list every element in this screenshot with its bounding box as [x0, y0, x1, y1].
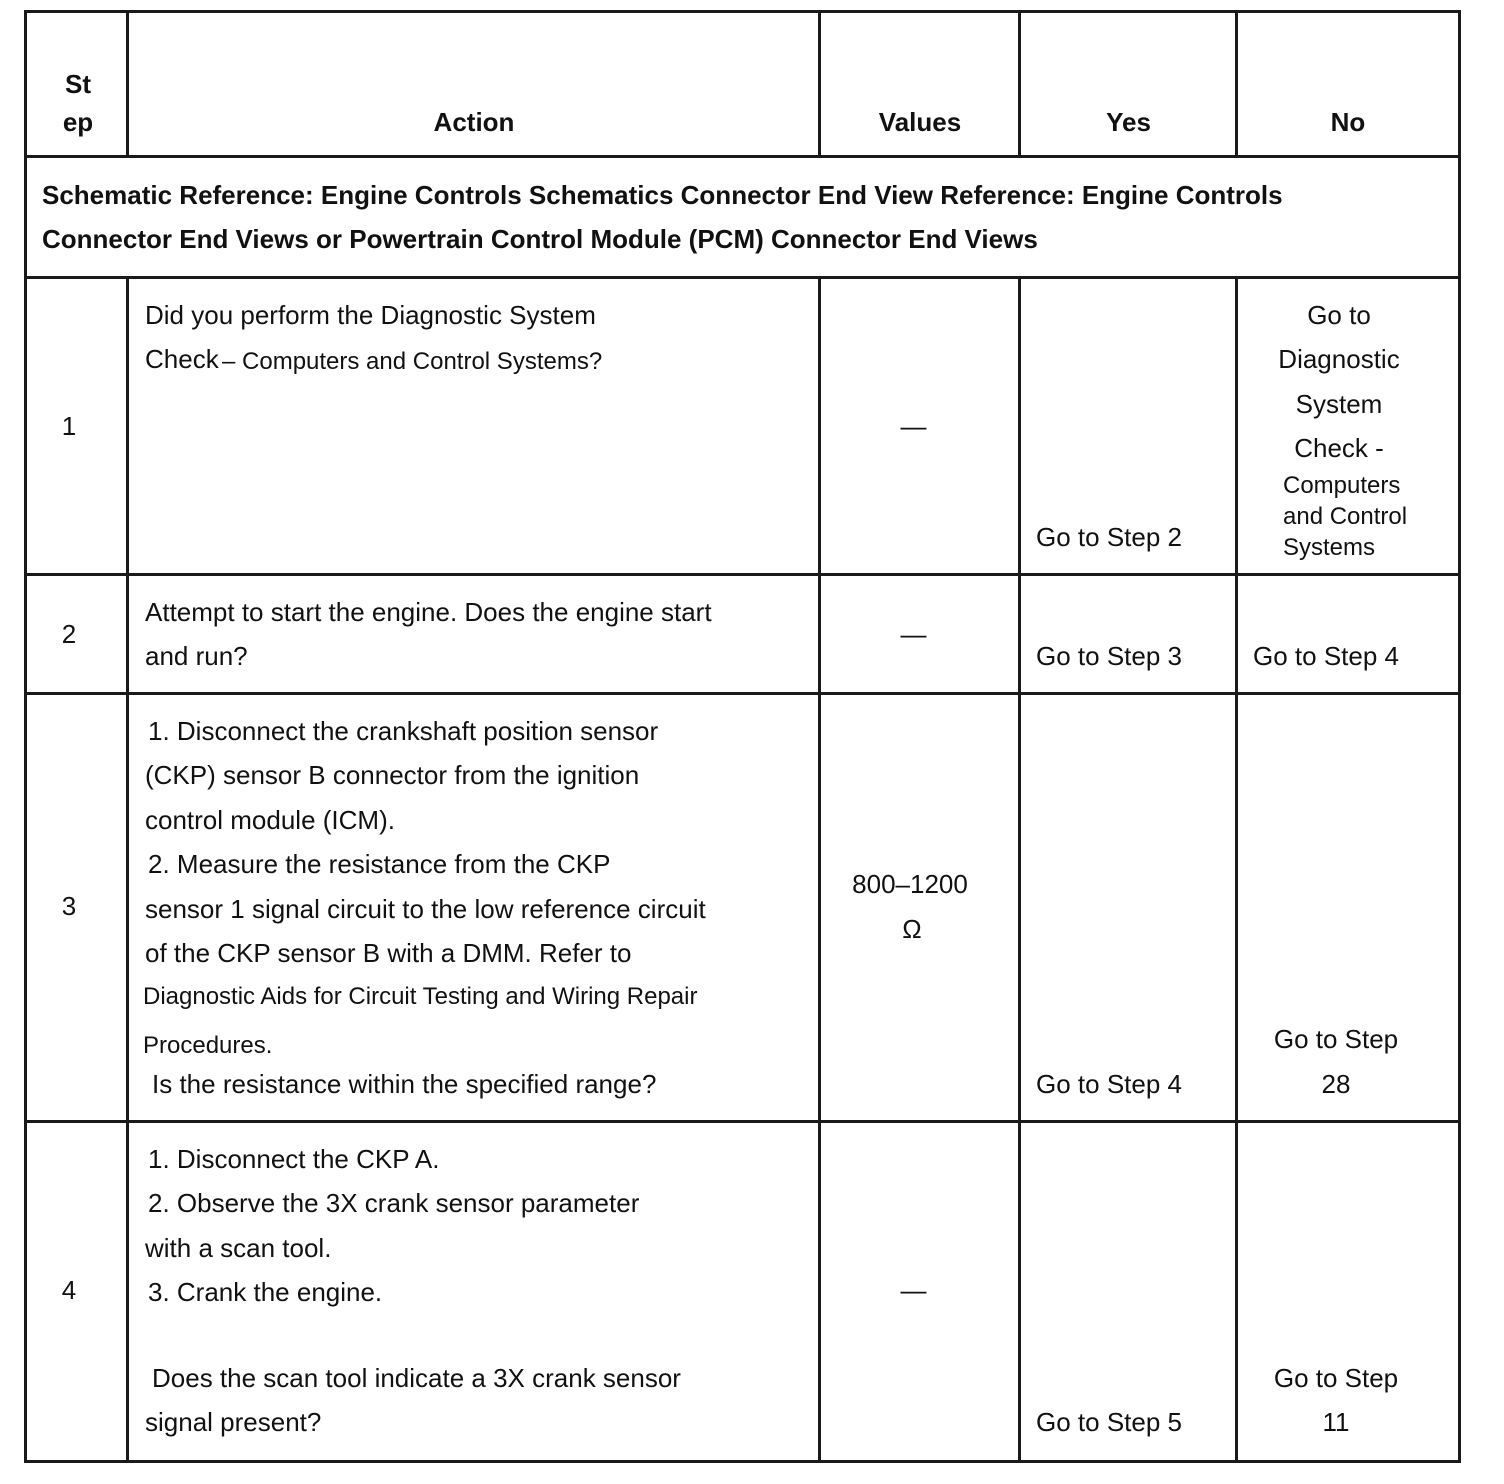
action-text: with a scan tool. [145, 1233, 332, 1263]
schematic-reference-line2: Connector End Views or Powertrain Control Module (PCM) Connector End Views [42, 224, 1038, 254]
header-step-line1: St [65, 69, 91, 99]
value-text: — [900, 619, 927, 649]
action-text: and run? [145, 641, 248, 671]
no-link[interactable]: Computers [1283, 472, 1401, 499]
action-text: Check [145, 344, 219, 374]
no-link[interactable]: Systems [1283, 534, 1376, 561]
row-divider [24, 573, 1461, 576]
step-number: 2 [61, 619, 77, 649]
column-divider [126, 276, 129, 1463]
header-no: No [1330, 107, 1366, 137]
action-link[interactable]: – Computers and Control Systems? [222, 348, 603, 375]
no-link[interactable]: Go to Step 4 [1253, 641, 1399, 671]
no-link[interactable]: Go to Step [1273, 1363, 1399, 1393]
action-text: (CKP) sensor B connector from the ignition [145, 760, 640, 790]
header-yes: Yes [1106, 107, 1151, 137]
yes-link[interactable]: Go to Step 3 [1036, 641, 1182, 671]
no-link[interactable]: Go to Step [1273, 1024, 1399, 1054]
no-link[interactable]: and Control [1283, 503, 1408, 530]
row-divider [24, 1120, 1461, 1123]
action-question: signal present? [145, 1407, 322, 1437]
no-link[interactable]: Diagnostic [1278, 344, 1400, 374]
row-divider [24, 276, 1461, 279]
header-values: Values [878, 107, 962, 137]
value-text: Ω [902, 914, 922, 944]
action-text: 1. Disconnect the crankshaft position sensor [148, 716, 659, 746]
action-link[interactable]: Procedures. [143, 1032, 273, 1059]
action-text: sensor 1 signal circuit to the low reference circuit [145, 894, 706, 924]
no-link[interactable]: 11 [1322, 1407, 1350, 1437]
header-step-line2: ep [62, 107, 94, 137]
action-question: Is the resistance within the specified range? [152, 1069, 657, 1099]
action-text: 2. Observe the 3X crank sensor parameter [148, 1188, 640, 1218]
no-link[interactable]: System [1295, 389, 1383, 419]
yes-link[interactable]: Go to Step 5 [1036, 1407, 1182, 1437]
no-link[interactable]: 28 [1321, 1069, 1351, 1099]
action-question: Does the scan tool indicate a 3X crank sensor [152, 1363, 681, 1393]
row-divider [24, 692, 1461, 695]
action-text: Did you perform the Diagnostic System [145, 300, 596, 330]
action-text: Attempt to start the engine. Does the engine start [145, 597, 712, 627]
row-divider [24, 155, 1461, 158]
action-text: of the CKP sensor B with a DMM. Refer to [145, 938, 632, 968]
action-text: 1. Disconnect the CKP A. [148, 1144, 440, 1174]
value-text: — [900, 411, 927, 441]
step-number: 3 [61, 891, 77, 921]
yes-link[interactable]: Go to Step 4 [1036, 1069, 1182, 1099]
action-text: control module (ICM). [145, 805, 395, 835]
schematic-reference-line1: Schematic Reference: Engine Controls Schematics Connector End View Reference: Engine Controls [42, 180, 1283, 210]
no-link[interactable]: Check - [1294, 433, 1384, 463]
no-link[interactable]: Go to [1307, 300, 1371, 330]
header-action: Action [433, 107, 515, 137]
step-number: 4 [61, 1275, 77, 1305]
yes-link[interactable]: Go to Step 2 [1036, 522, 1182, 552]
action-text: 3. Crank the engine. [148, 1277, 383, 1307]
value-text: 800–1200 [852, 869, 968, 899]
action-text: 2. Measure the resistance from the CKP [148, 849, 611, 879]
column-divider [1018, 276, 1021, 1463]
action-link[interactable]: Diagnostic Aids for Circuit Testing and Wiring Repair [143, 983, 698, 1010]
value-text: — [900, 1275, 927, 1305]
step-number: 1 [61, 411, 77, 441]
